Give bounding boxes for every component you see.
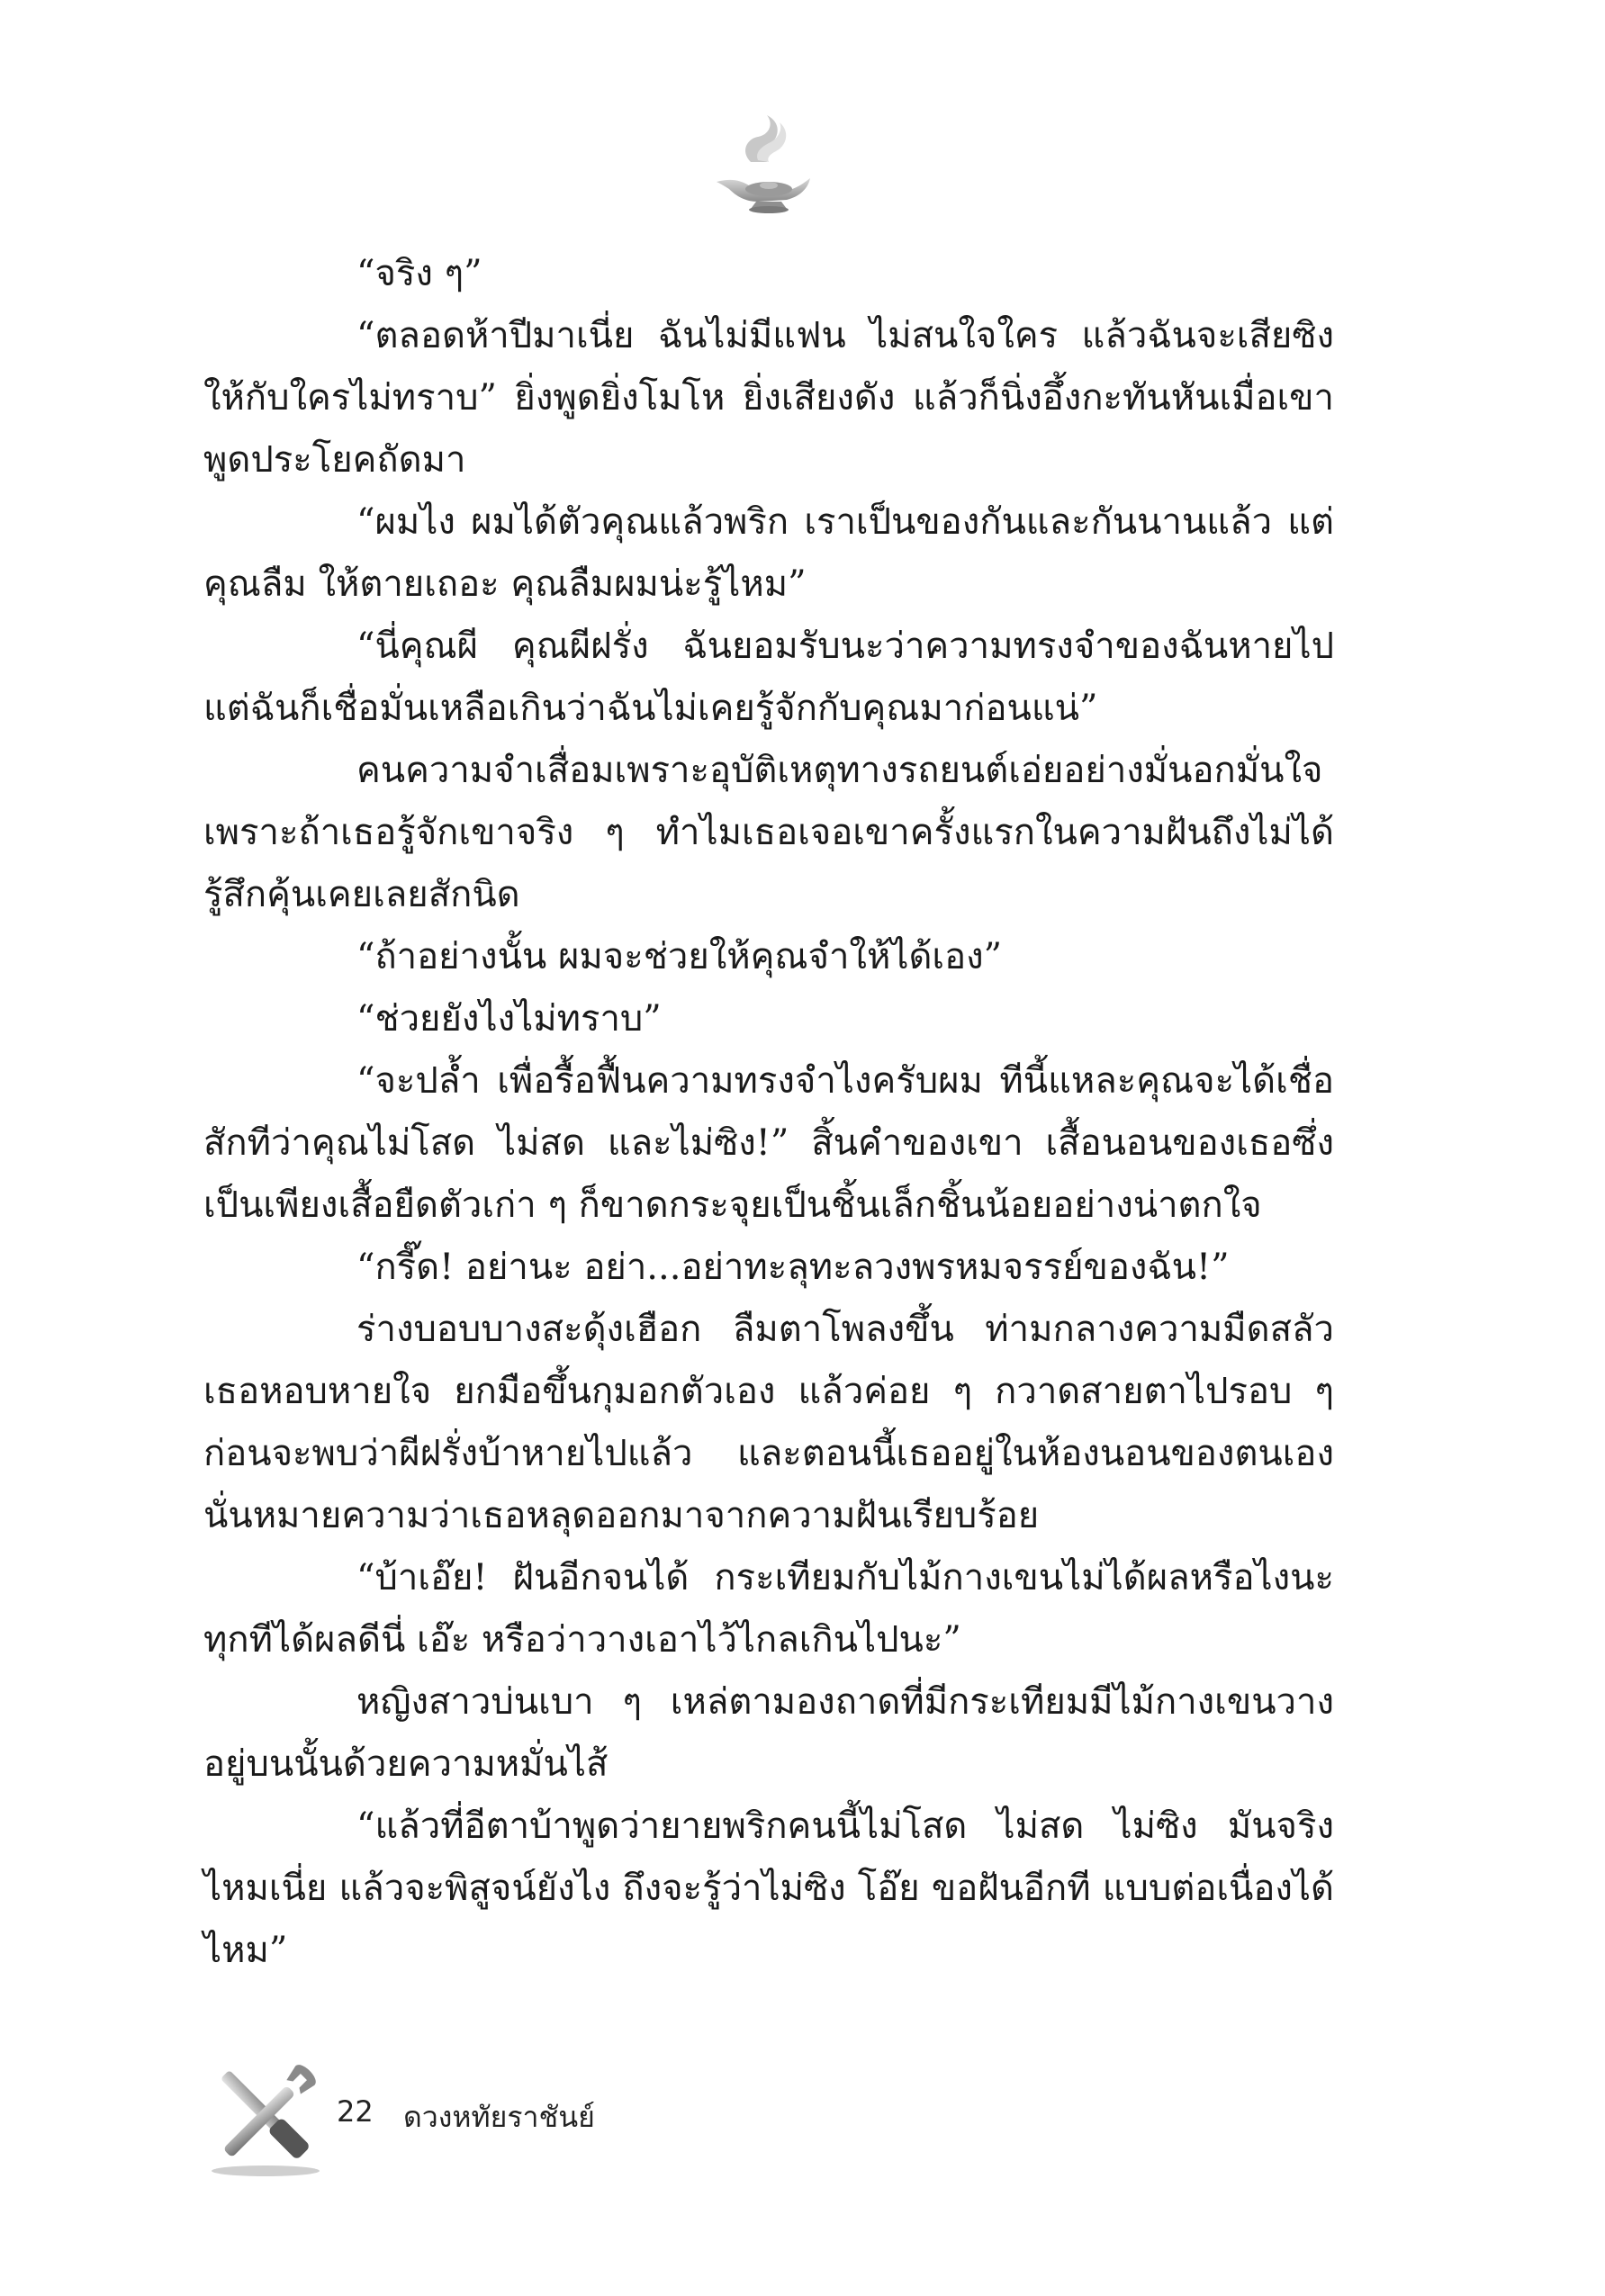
paragraph: ร่างบอบบางสะดุ้งเฮือก ลืมตาโพลงขึ้น ท่ามกลางความมืดสลัว เธอหอบหายใจ ยกมือขึ้นกุมอกตัวเอง แล้วค่อย ๆ กวาดสายตาไปรอบ ๆ ก่อนจะพบว่าผีฝรั่งบ้าหายไปแล้ว และตอนนี้เธออยู่ในห้องนอนของตนเอง นั่นหมายความว่าเธอหลุดออกมาจากความฝันเรียบร้อย: [203, 1309, 1334, 1536]
page-footer: [198, 2052, 738, 2187]
page-number: 22: [337, 2094, 374, 2129]
paragraph: “ช่วยยังไงไม่ทราบ”: [356, 998, 662, 1040]
paragraph: คนความจำเสื่อมเพราะอุบัติเหตุทางรถยนต์เอ่ยอย่างมั่นอกมั่นใจ เพราะถ้าเธอรู้จักเขาจริง ๆ ทำไมเธอเจอเขาครั้งแรกในความฝันถึงไม่ได้รู้สึกคุ้นเคยเลยสักนิด: [203, 750, 1334, 915]
paragraph: “ถ้าอย่างนั้น ผมจะช่วยให้คุณจำให้ได้เอง”: [356, 936, 1003, 977]
story-text: [203, 243, 1334, 1982]
paragraph: “ตลอดห้าปีมาเนี่ย ฉันไม่มีแฟน ไม่สนใจใคร แล้วฉันจะเสียซิงให้กับใครไม่ทราบ” ยิ่งพูดยิ่งโมโห ยิ่งเสียงดัง แล้วก็นิ่งอึ้งกะทันหันเมื่อเขาพูดประโยคถัดมา: [203, 315, 1334, 481]
paragraph: “นี่คุณผี คุณผีฝรั่ง ฉันยอมรับนะว่าความทรงจำของฉันหายไป แต่ฉันก็เชื่อมั่นเหลือเกินว่าฉันไม่เคยรู้จักกับคุณมาก่อนแน่”: [203, 626, 1334, 729]
book-title: ดวงหทัยราชันย์: [403, 2100, 595, 2134]
paragraph: หญิงสาวบ่นเบา ๆ เหล่ตามองถาดที่มีกระเทียมมีไม้กางเขนวางอยู่บนนั้นด้วยความหมั่นไส้: [203, 1681, 1334, 1785]
paragraph: “กรี๊ด! อย่านะ อย่า...อย่าทะลุทะลวงพรหมจรรย์ของฉัน!”: [356, 1247, 1230, 1288]
paragraph: “บ้าเอ๊ย! ฝันอีกจนได้ กระเทียมกับไม้กางเขนไม่ได้ผลหรือไงนะ ทุกทีได้ผลดีนี่ เอ๊ะ หรือว่าวางเอาไว้ไกลเกินไปนะ”: [203, 1557, 1334, 1661]
paragraph: “แล้วที่อีตาบ้าพูดว่ายายพริกคนนี้ไม่โสด ไม่สด ไม่ซิง มันจริงไหมเนี่ย แล้วจะพิสูจน์ยังไง ถึงจะรู้ว่าไม่ซิง โอ๊ย ขอฝันอีกที แบบต่อเนื่องได้ไหม”: [203, 1805, 1334, 1971]
paragraph: “จะปล้ำ เพื่อรื้อฟื้นความทรงจำไงครับผม ทีนี้แหละคุณจะได้เชื่อสักทีว่าคุณไม่โสด ไม่สด และไม่ซิง!” สิ้นคำของเขา เสื้อนอนของเธอซึ่งเป็นเพียงเสื้อยืดตัวเก่า ๆ ก็ขาดกระจุยเป็นชิ้นเล็กชิ้นน้อยอย่างน่าตกใจ: [203, 1060, 1334, 1226]
wrench-screwdriver-icon: [198, 2052, 333, 2178]
paragraph: “จริง ๆ”: [356, 253, 482, 294]
magic-lamp-icon: [704, 106, 821, 223]
paragraph: “ผมไง ผมได้ตัวคุณแล้วพริก เราเป็นของกันและกันนานแล้ว แต่คุณลืม ให้ตายเถอะ คุณลืมผมน่ะรู้ไหม”: [203, 501, 1334, 605]
